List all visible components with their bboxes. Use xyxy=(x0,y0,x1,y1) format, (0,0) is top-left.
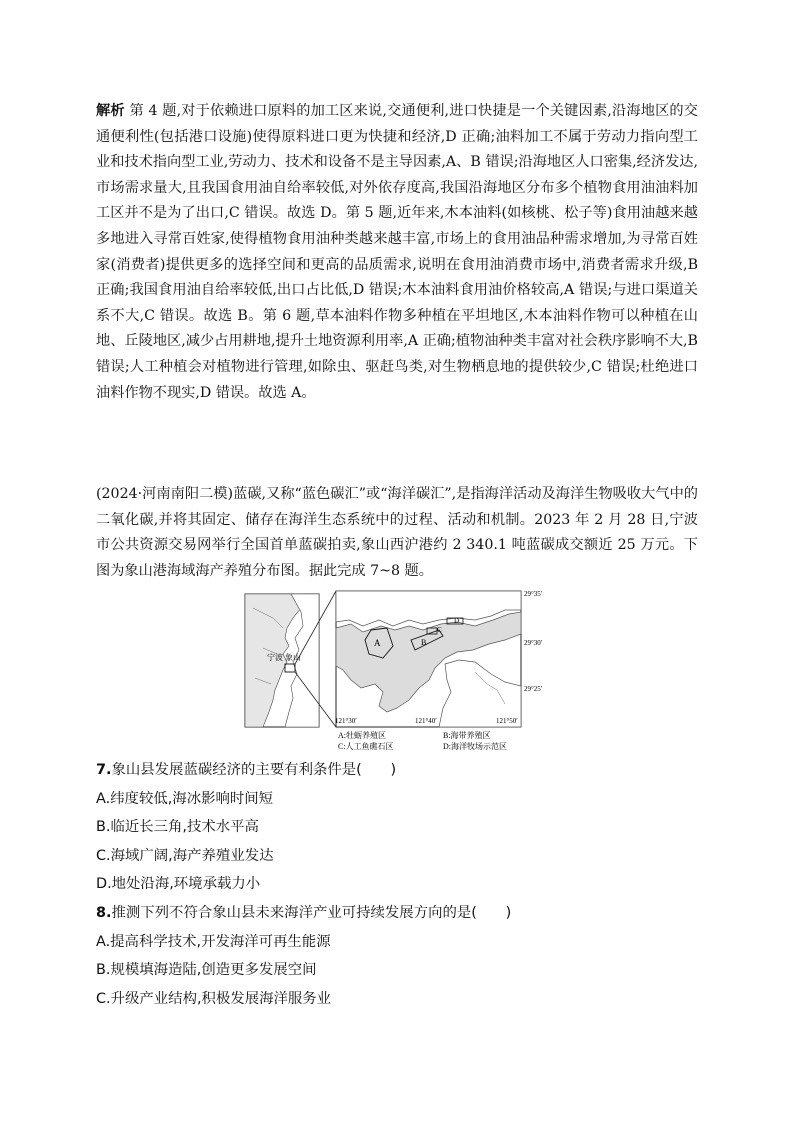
inset-label-ningbo: 宁波 xyxy=(267,653,283,662)
question-8-option-b[interactable]: B.规模填海造陆,创造更多发展空间 xyxy=(96,962,317,978)
intro-text: (2024·河南南阳二模)蓝碳,又称“蓝色碳汇”或“海洋碳汇”,是指海洋活动及海洋生物吸收大气中的二氧化碳,并将其固定、储存在海洋生态系统中的过程、活动和机制。2023 年 2 月 28 日,宁波市公共资源交易网举行全国首单蓝碳拍卖,象山西沪港约 2 340.1 吨蓝碳成交额近 25 万元。下图为象山港海域海产养殖分布图。据此完成 7~8 题。 xyxy=(96,486,698,579)
main-map xyxy=(336,591,521,727)
question-8-option-c[interactable]: C.升级产业结构,积极发展海洋服务业 xyxy=(96,991,332,1007)
question-text: 推测下列不符合象山县未来海洋产业可持续发展方向的是( ) xyxy=(111,905,512,921)
map-figure xyxy=(243,588,543,753)
xiangshan-map xyxy=(243,588,543,753)
legend-item: D:海洋牧场示范区 xyxy=(443,742,507,751)
question-7-option-d[interactable]: D.地处沿海,环境承载力小 xyxy=(96,876,261,892)
question-7-stem xyxy=(96,759,706,781)
lon-label: 121°50′ xyxy=(496,717,518,725)
intro-paragraph xyxy=(96,482,698,584)
lon-label: 121°30′ xyxy=(335,717,357,725)
question-8-option-a[interactable]: A.提高科学技术,开发海洋可再生能源 xyxy=(96,934,331,950)
question-8-stem xyxy=(96,902,706,924)
inset-label-xiangshan: 象山 xyxy=(285,653,301,662)
zone-label-a: A xyxy=(374,638,381,648)
analysis-label: 解析 xyxy=(96,103,125,119)
lat-label: 29°25′ xyxy=(524,685,543,693)
legend-item: B:海带养殖区 xyxy=(443,731,491,740)
question-text: 象山县发展蓝碳经济的主要有利条件是( ) xyxy=(111,762,397,778)
lat-label: 29°30′ xyxy=(524,639,543,647)
lat-label: 29°35′ xyxy=(524,590,543,598)
zone-label-d: D xyxy=(454,617,460,625)
zone-label-b: B xyxy=(421,638,427,647)
question-7-option-c[interactable]: C.海域广阔,海产养殖业发达 xyxy=(96,848,274,864)
inset-map xyxy=(245,594,319,727)
legend-item: A:牡蛎养殖区 xyxy=(338,731,386,740)
analysis-text: 第 4 题,对于依赖进口原料的加工区来说,交通便利,进口快捷是一个关键因素,沿海地区的交通便利性(包括港口设施)使得原料进口更为快捷和经济,D 正确;油料加工不属于劳动力指向型工业和技术指向型工业,劳动力、技术和设备不是主导因素,A、B 错误;沿海地区人口密集,经济发达,市场需求量大,且我国食用油自给率较低,对外依存度高,我国沿海地区分布多个植物食用油油料加工区并不是为了出口,C 错误。故选 D。第 5 题,近年来,木本油料(如核桃、松子等)食用油越来越多地进入寻常百姓家,使得植物食用油种类越来越丰富,市场上的食用油品种需求增加,为寻常百姓家(消费者)提供更多的选择空间和更高的品质需求,说明在食用油消费市场中,消费者需求升级,B 正确;我国食用油自给率较低,出口占比低,D 错误;木本油料食用油价格较高,A 错误;与进口渠道关系不大,C 错误。故选 B。第 6 题,草本油料作物多种植在平坦地区,木本油料作物可以种植在山地、丘陵地区,减少占用耕地,提升土地资源利用率,A 正确;植物油种类丰富对社会秩序影响不大,B 错误;人工种植会对植物进行管理,如除虫、驱赶鸟类,对生物栖息地的提供较少,C 错误;杜绝进口油料作物不现实,D 错误。故选 A。 xyxy=(96,103,698,401)
question-7-option-a[interactable]: A.纬度较低,海冰影响时间短 xyxy=(96,791,274,807)
zone-label-c: C xyxy=(437,626,442,634)
analysis-paragraph xyxy=(96,99,698,406)
question-number: 7. xyxy=(96,762,112,778)
question-7-option-b[interactable]: B.临近长三角,技术水平高 xyxy=(96,819,259,835)
legend-item: C:人工鱼礁石区 xyxy=(338,742,394,751)
question-number: 8. xyxy=(96,905,112,921)
lon-label: 121°40′ xyxy=(415,717,437,725)
